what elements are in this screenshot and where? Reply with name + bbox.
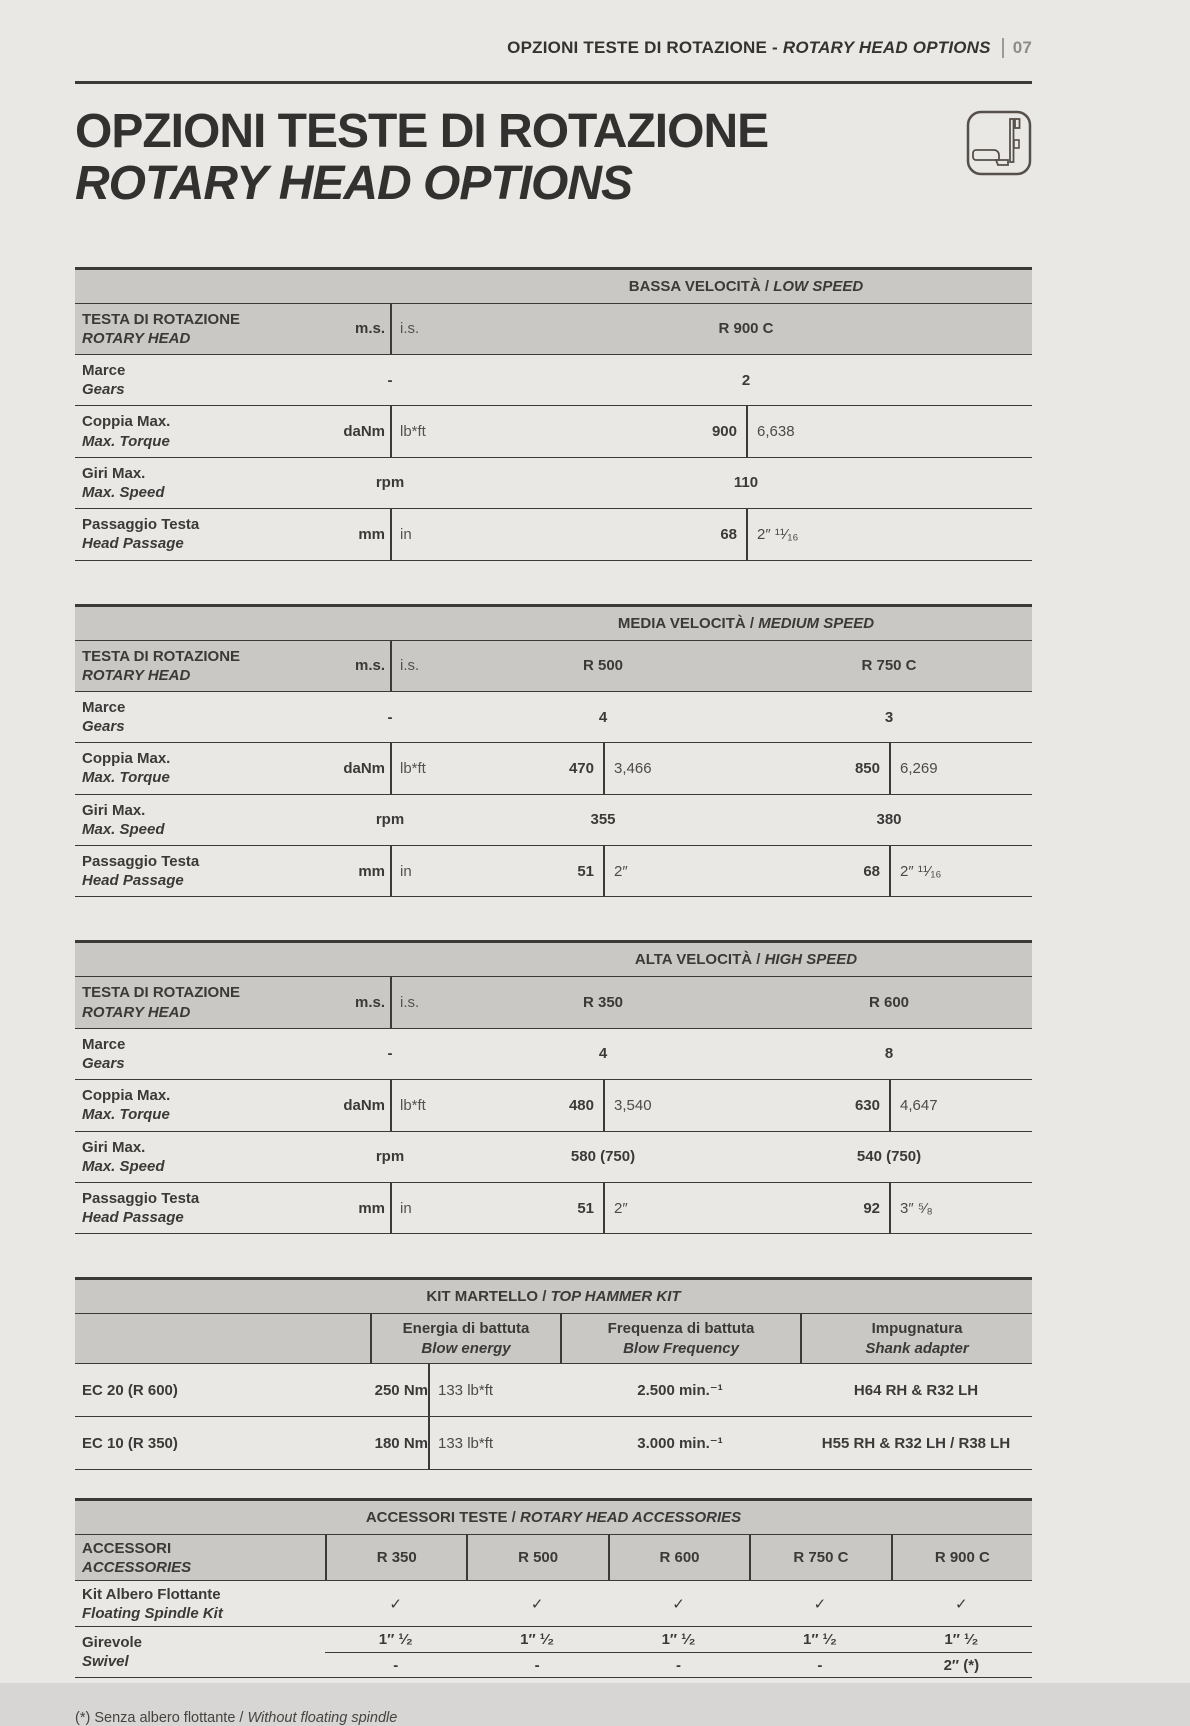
hammer-name: EC 20 (R 600) <box>82 1381 178 1399</box>
row-unit: - <box>387 708 393 726</box>
header-label-en: ACCESSORIES <box>82 1558 192 1576</box>
swivel-alt: - <box>817 1656 823 1674</box>
row-label-it: Marce <box>82 698 126 716</box>
column-label-it: Energia di battuta <box>402 1320 530 1338</box>
row-label-it: Coppia Max. <box>82 750 171 768</box>
footnote-it: (*) Senza albero flottante / <box>75 1710 244 1726</box>
header-label-it: ACCESSORI <box>82 1539 172 1557</box>
column-shank-adapter <box>800 1314 1032 1363</box>
table-row-speed <box>75 1131 1032 1182</box>
page-number: 07 <box>1012 38 1032 57</box>
row-label-en: Gears <box>82 1054 125 1072</box>
row-unit: - <box>387 1045 393 1063</box>
row-unit-imperial: lb*ft <box>390 743 460 793</box>
swivel-size-row <box>325 1627 1032 1652</box>
band-medium-speed <box>75 607 1032 640</box>
row-unit-metric: daNm <box>343 423 385 441</box>
swivel-size: 1″ ¹⁄₂ <box>378 1631 413 1649</box>
row-label-en: Max. Torque <box>82 432 170 450</box>
band-title-en: MEDIUM SPEED <box>758 614 875 632</box>
header-label-en: ROTARY HEAD <box>82 1003 191 1021</box>
value: 580 (750) <box>570 1148 636 1166</box>
energy-imperial: 133 lb*ft <box>428 1417 560 1469</box>
hammer-row-ec10 <box>75 1416 1032 1469</box>
value-metric: 470 <box>568 759 594 777</box>
title-block <box>75 106 1032 211</box>
value-metric: 900 <box>711 423 737 441</box>
band-title-it: MEDIA VELOCITÀ / <box>617 614 755 632</box>
head-model: R 350 <box>582 994 624 1012</box>
row-label-it: Kit Albero Flottante <box>82 1585 221 1603</box>
band-title-it: BASSA VELOCITÀ / <box>628 277 770 295</box>
blow-frequency: 3.000 min.⁻¹ <box>637 1435 723 1453</box>
swivel-values <box>325 1627 1032 1677</box>
header-label-it: TESTA DI ROTAZIONE <box>82 984 241 1002</box>
column-blow-energy <box>370 1314 560 1363</box>
row-label-it: Coppia Max. <box>82 1087 171 1105</box>
row-unit-metric: mm <box>358 862 385 880</box>
table-row-torque <box>75 405 1032 456</box>
row-label-it: Giri Max. <box>82 1138 146 1156</box>
swivel-alt: 2″ (*) <box>943 1656 980 1674</box>
unit-imperial-system: i.s. <box>390 641 460 691</box>
unit-imperial-system: i.s. <box>390 977 460 1027</box>
row-unit-metric: daNm <box>343 759 385 777</box>
blow-frequency: 2.500 min.⁻¹ <box>637 1382 723 1400</box>
row-unit-imperial: lb*ft <box>390 1080 460 1130</box>
value: 4 <box>598 708 608 726</box>
row-unit-imperial: in <box>390 509 460 559</box>
value: 8 <box>884 1045 894 1063</box>
row-label-it: Girevole <box>82 1634 143 1652</box>
column-label-it: Frequenza di battuta <box>607 1320 755 1338</box>
row-unit-imperial: lb*ft <box>390 406 460 456</box>
row-label-en: Gears <box>82 718 125 736</box>
value-imperial: 4,647 <box>889 1080 1032 1130</box>
running-header <box>75 0 1032 58</box>
value-imperial: 3,540 <box>603 1080 746 1130</box>
column-label-en: Blow energy <box>421 1339 511 1357</box>
column-label-en: Shank adapter <box>865 1339 969 1357</box>
row-floating-spindle-kit <box>75 1580 1032 1626</box>
header-label-en: ROTARY HEAD <box>82 329 191 347</box>
value: 4 <box>598 1045 608 1063</box>
running-header-title-it: OPZIONI TESTE DI ROTAZIONE - <box>507 38 778 57</box>
value-imperial: 2″ <box>603 1183 746 1233</box>
head-model: R 750 C <box>861 657 917 675</box>
unit-metric-system: m.s. <box>354 657 385 675</box>
row-unit: rpm <box>375 474 405 492</box>
header-separator <box>1002 38 1004 58</box>
row-label-it: Giri Max. <box>82 464 146 482</box>
speed-table-low <box>75 267 1032 561</box>
row-label-en: Max. Speed <box>82 483 165 501</box>
swivel-alt: - <box>534 1656 540 1674</box>
hammer-kit-table <box>75 1277 1032 1470</box>
band-title-it: ALTA VELOCITÀ / <box>634 951 761 969</box>
table-row-gears <box>75 354 1032 405</box>
value-metric: 92 <box>863 1199 880 1217</box>
band-low-speed <box>75 270 1032 303</box>
checkmark-icon: ✓ <box>955 1595 968 1613</box>
row-label-en: Head Passage <box>82 872 184 890</box>
swivel-size: 1″ ¹⁄₂ <box>661 1631 696 1649</box>
head-model: R 500 <box>582 657 624 675</box>
table-row-head-passage <box>75 508 1032 559</box>
row-label-en: Max. Torque <box>82 769 170 787</box>
value: 355 <box>590 811 616 829</box>
shank-adapter: H64 RH & R32 LH <box>853 1381 979 1399</box>
row-label-it: Giri Max. <box>82 801 146 819</box>
swivel-size: 1″ ¹⁄₂ <box>520 1631 555 1649</box>
value: 380 <box>876 811 902 829</box>
table-row-speed <box>75 794 1032 845</box>
value-metric: 51 <box>577 1199 594 1217</box>
row-label-it: Passaggio Testa <box>82 1189 200 1207</box>
table-header-row <box>75 303 1032 354</box>
swivel-alt: - <box>676 1656 682 1674</box>
row-label-it: Passaggio Testa <box>82 853 200 870</box>
row-label-en: Floating Spindle Kit <box>82 1604 223 1622</box>
value-imperial: 2″ ¹¹⁄₁₆ <box>746 509 1032 559</box>
row-label-en: Head Passage <box>82 1209 184 1227</box>
energy-metric: 250 Nm <box>374 1381 428 1399</box>
swivel-alt: - <box>393 1656 399 1674</box>
row-label-en: Max. Speed <box>82 1157 165 1175</box>
shank-adapter: H55 RH & R32 LH / R38 LH <box>821 1434 1011 1452</box>
unit-imperial-system: i.s. <box>390 304 460 354</box>
band-title-it: ACCESSORI TESTE / <box>365 1509 516 1527</box>
checkmark-icon: ✓ <box>530 1595 544 1613</box>
head-model: R 350 <box>325 1535 466 1580</box>
band-high-speed <box>75 943 1032 976</box>
table-row-speed <box>75 457 1032 508</box>
value-imperial: 3,466 <box>603 743 746 793</box>
value-metric: 68 <box>720 525 737 543</box>
header-label-en: ROTARY HEAD <box>82 666 191 684</box>
page-title-it: OPZIONI TESTE DI ROTAZIONE <box>75 105 769 158</box>
speed-table-high <box>75 940 1032 1234</box>
table-row-torque <box>75 1079 1032 1130</box>
value-metric: 630 <box>854 1096 880 1114</box>
header-label <box>75 304 320 354</box>
row-label-en: Max. Speed <box>82 820 165 838</box>
table-row-gears <box>75 1028 1032 1079</box>
head-model: R 750 C <box>749 1535 890 1580</box>
hammer-name: EC 10 (R 350) <box>82 1434 178 1452</box>
band-accessories <box>75 1501 1032 1534</box>
row-label-en: Head Passage <box>82 535 184 553</box>
table-header-row <box>75 1313 1032 1363</box>
band-title-en: TOP HAMMER KIT <box>550 1288 681 1306</box>
table-header-row <box>75 640 1032 691</box>
value: 540 (750) <box>856 1148 922 1166</box>
band-title-en: ROTARY HEAD ACCESSORIES <box>520 1509 742 1527</box>
head-model: R 900 C <box>718 320 774 338</box>
unit-metric-system: m.s. <box>354 994 385 1012</box>
column-blow-frequency <box>560 1314 800 1363</box>
value-imperial: 2″ ¹¹⁄₁₆ <box>889 846 1032 896</box>
accessories-table <box>75 1498 1032 1678</box>
value-metric: 480 <box>568 1096 594 1114</box>
hammer-row-ec20 <box>75 1363 1032 1416</box>
row-label-it: Marce <box>82 1035 126 1053</box>
checkmark-icon: ✓ <box>813 1595 827 1613</box>
header-label-it: TESTA DI ROTAZIONE <box>82 310 241 328</box>
head-model: R 500 <box>466 1535 607 1580</box>
energy-metric: 180 Nm <box>374 1434 428 1452</box>
row-unit-imperial: in <box>390 846 460 896</box>
unit-metric-system: m.s. <box>354 320 385 338</box>
table-row-head-passage <box>75 1182 1032 1233</box>
row-label-it: Passaggio Testa <box>82 516 200 534</box>
value: 3 <box>884 708 894 726</box>
header-empty-cell <box>75 1314 370 1363</box>
value-metric: 51 <box>577 862 594 880</box>
footnote-en: Without floating spindle <box>247 1710 398 1726</box>
column-label-en: Blow Frequency <box>623 1339 739 1357</box>
row-unit-metric: daNm <box>343 1096 385 1114</box>
value: 2 <box>741 371 751 389</box>
row-label-en: Gears <box>82 381 125 399</box>
header-label-it: TESTA DI ROTAZIONE <box>82 647 241 665</box>
checkmark-icon: ✓ <box>389 1595 402 1613</box>
swivel-alt-row <box>325 1652 1032 1677</box>
table-row-head-passage <box>75 845 1032 896</box>
value-metric: 850 <box>854 759 880 777</box>
head-model: R 600 <box>608 1535 749 1580</box>
value-metric: 68 <box>863 862 880 880</box>
head-model: R 900 C <box>891 1535 1032 1580</box>
band-title-en: LOW SPEED <box>773 277 864 295</box>
row-label-en: Swivel <box>82 1653 129 1671</box>
row-label-it: Coppia Max. <box>82 413 171 431</box>
row-unit-imperial: in <box>390 1183 460 1233</box>
speed-table-medium <box>75 604 1032 898</box>
head-model: R 600 <box>868 994 910 1012</box>
page-title <box>75 106 768 211</box>
table-row-gears <box>75 691 1032 742</box>
energy-imperial: 133 lb*ft <box>428 1364 560 1416</box>
header-rule <box>75 81 1032 84</box>
band-hammer-kit <box>75 1280 1032 1313</box>
value-imperial: 6,269 <box>889 743 1032 793</box>
swivel-size: 1″ ¹⁄₂ <box>802 1631 837 1649</box>
running-header-title-en: ROTARY HEAD OPTIONS <box>782 38 991 57</box>
row-swivel <box>75 1626 1032 1677</box>
page-title-en: ROTARY HEAD OPTIONS <box>75 157 633 211</box>
swivel-size: 1″ ¹⁄₂ <box>944 1631 979 1649</box>
band-title-en: HIGH SPEED <box>764 951 858 969</box>
value: 110 <box>733 474 759 492</box>
column-label-it: Impugnatura <box>871 1320 963 1338</box>
row-label-it: Marce <box>82 362 126 379</box>
checkmark-icon: ✓ <box>672 1595 685 1613</box>
footnote <box>75 1710 1032 1726</box>
value-imperial: 2″ <box>603 846 746 896</box>
row-unit-metric: mm <box>358 525 385 543</box>
row-label-en: Max. Torque <box>82 1106 170 1124</box>
table-row-torque <box>75 742 1032 793</box>
value-imperial: 6,638 <box>746 406 1032 456</box>
drill-rig-icon <box>966 110 1032 181</box>
row-unit-metric: mm <box>358 1199 385 1217</box>
row-unit: - <box>387 371 393 389</box>
table-header-row <box>75 1534 1032 1580</box>
row-unit: rpm <box>375 1148 405 1166</box>
table-header-row <box>75 976 1032 1027</box>
row-unit: rpm <box>375 811 405 829</box>
band-title-it: KIT MARTELLO / <box>426 1288 547 1306</box>
value-imperial: 3″ ⁵⁄₈ <box>889 1183 1032 1233</box>
